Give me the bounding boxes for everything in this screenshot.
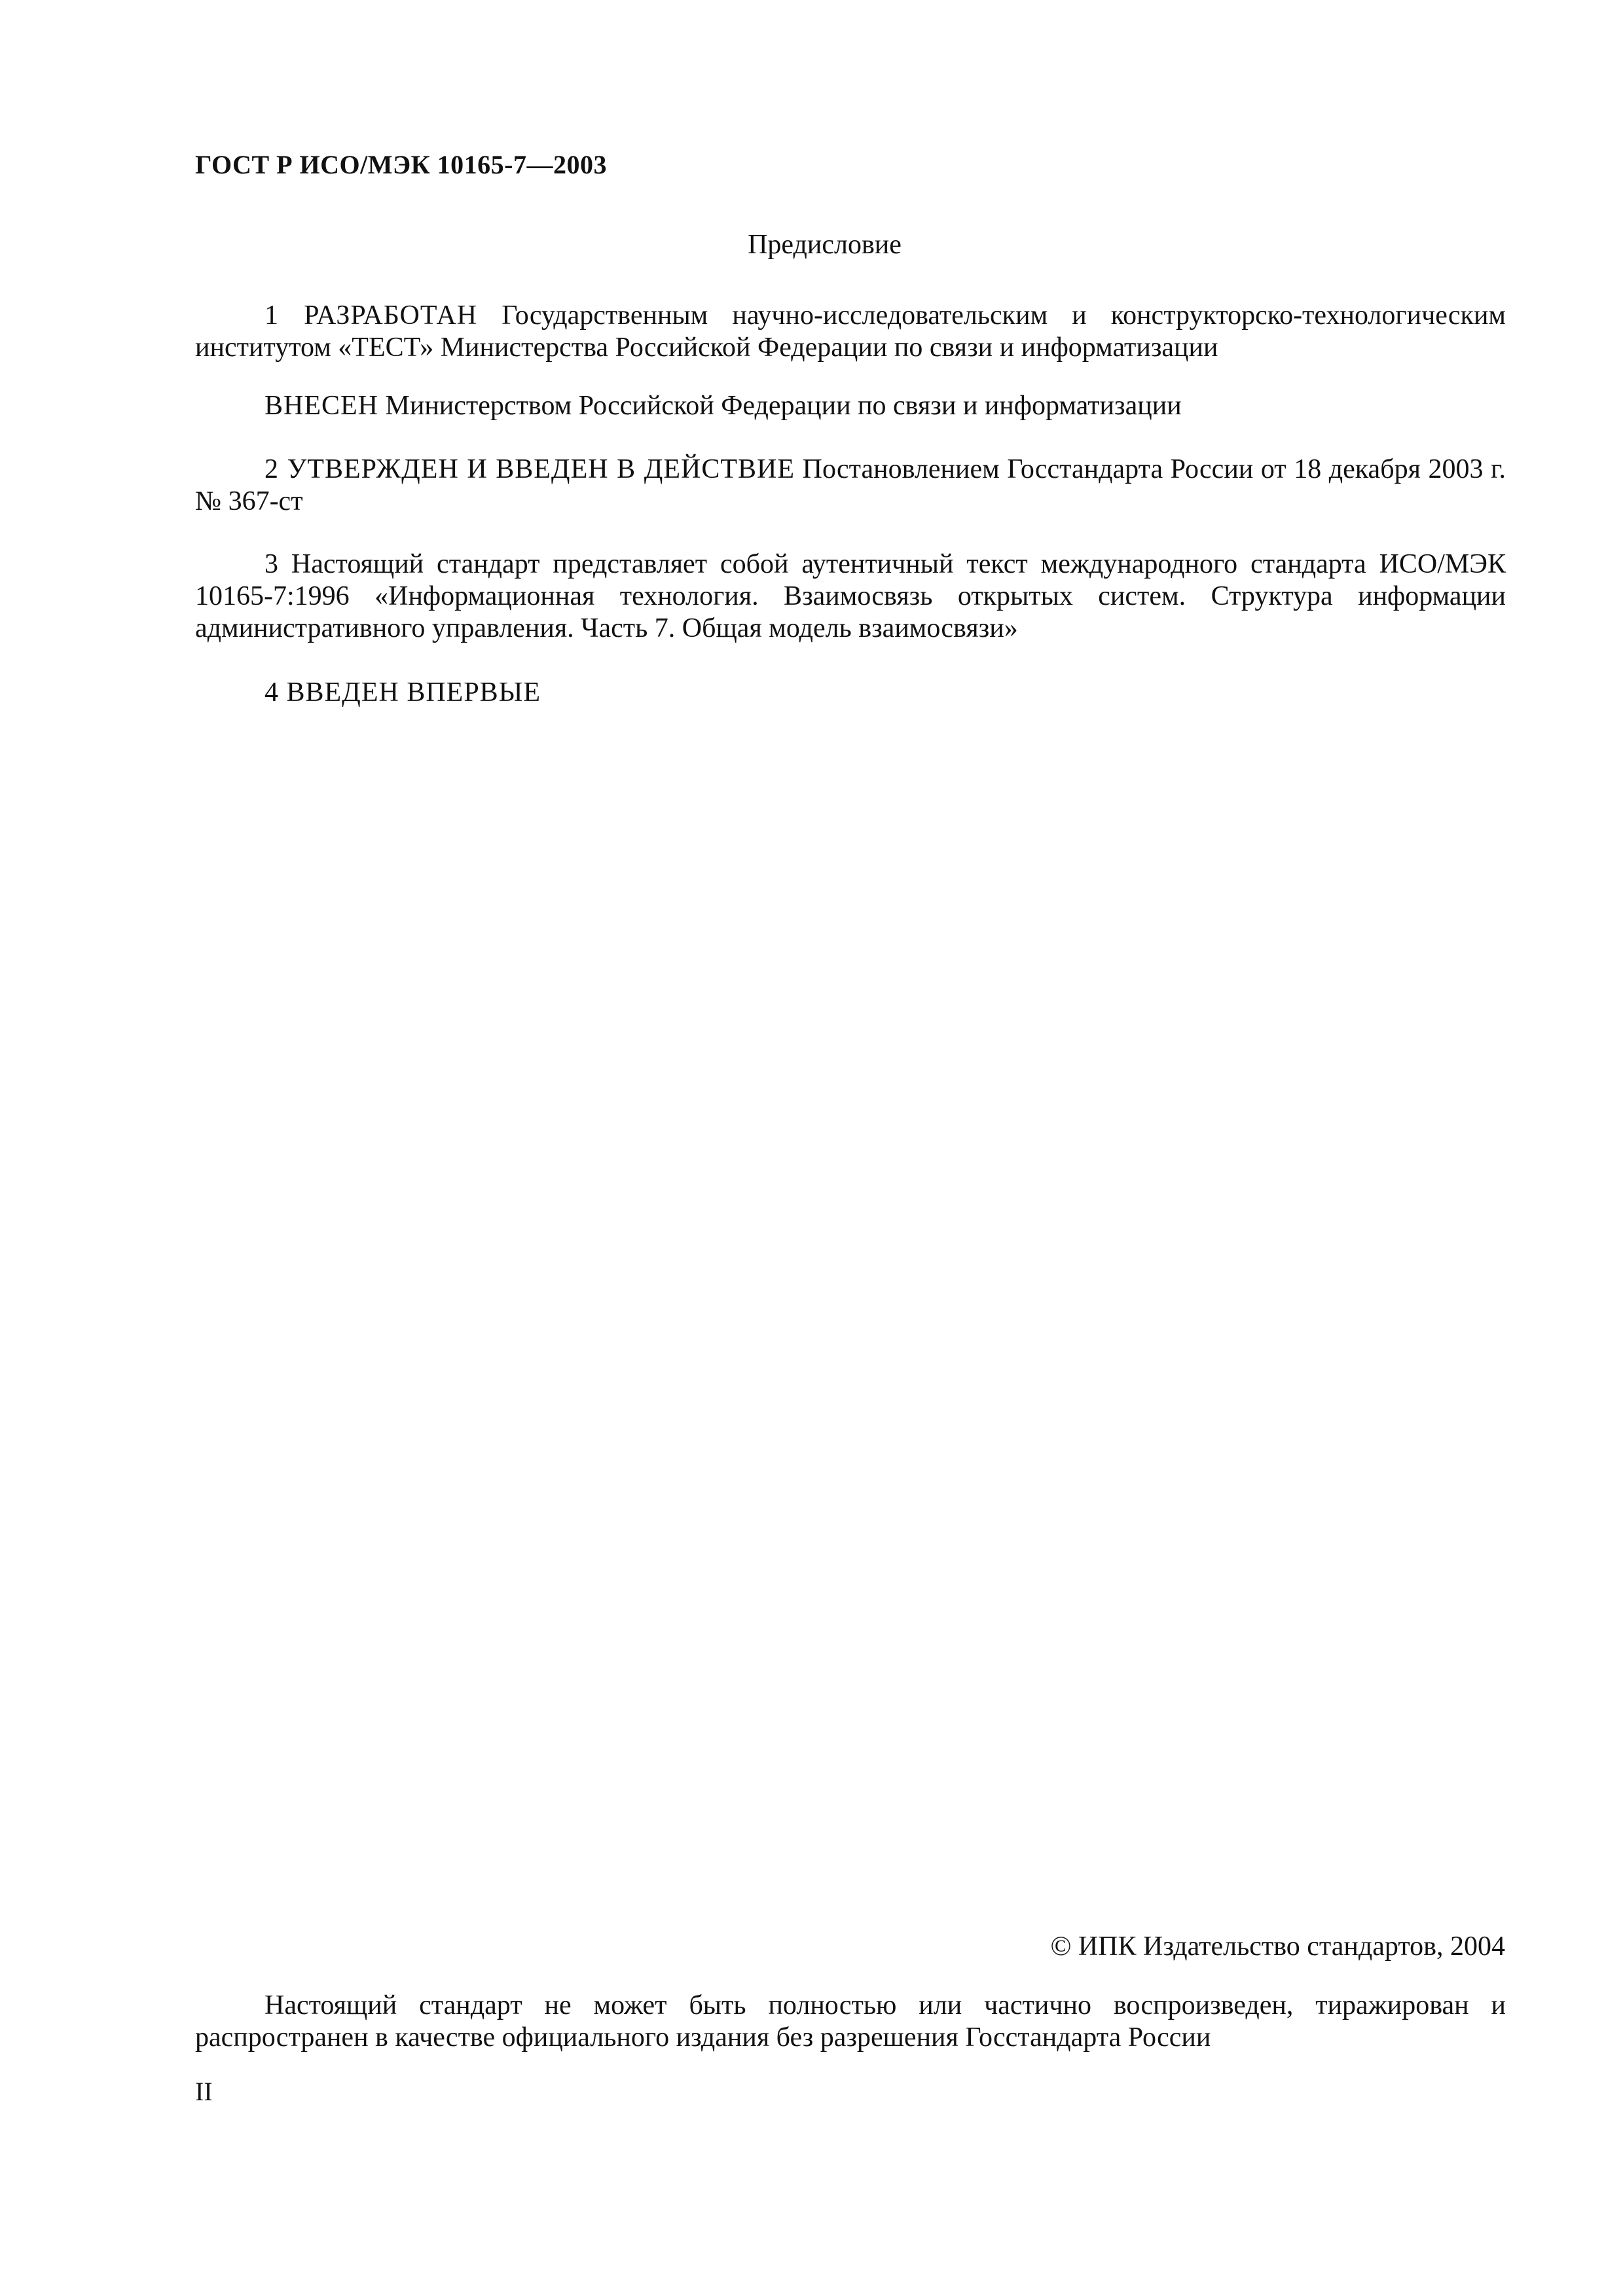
preface-paragraph-4	[195, 548, 1506, 645]
notice-text: Настоящий стандарт не может быть полностью или частично воспроизведен, тиражирован и распространен в качестве официального издания без разрешения Госстандарта России	[195, 1990, 1506, 2053]
paragraph-text: Постановлением Госстандарта России от 18 декабря 2003 г. № 367-ст	[195, 454, 1506, 516]
paragraph-lead: 4 ВВЕДЕН ВПЕРВЫЕ	[264, 677, 541, 708]
paragraph-lead: 3	[264, 549, 278, 579]
paragraph-text: Настоящий стандарт представляет собой аутентичный текст международного стандарта ИСО/МЭК 10165-7:1996 «Информационная технология. Взаимосвязь открытых систем. Структура информации административного управления. Часть 7. Общая модель взаимосвязи»	[195, 549, 1506, 643]
paragraph-lead: 2 УТВЕРЖДЕН И ВВЕДЕН В ДЕЙСТВИЕ	[264, 454, 795, 484]
paragraph-lead: ВНЕСЕН	[264, 391, 378, 421]
page-number: II	[195, 2077, 213, 2106]
copyright-line: © ИПК Издательство стандартов, 2004	[1050, 1931, 1505, 1962]
paragraph-text: Государственным научно-исследовательским и конструкторско-технологическим институтом «ТЕСТ» Министерства Российской Федерации по связи и информатизации	[195, 300, 1506, 363]
preface-paragraph-2	[195, 390, 1506, 422]
paragraph-text: Министерством Российской Федерации по связи и информатизации	[385, 391, 1182, 421]
paragraph-lead: 1 РАЗРАБОТАН	[264, 300, 478, 331]
preface-paragraph-1	[195, 300, 1506, 364]
preface-title: Предисловие	[748, 230, 902, 260]
preface-paragraph-5	[195, 677, 1506, 709]
preface-paragraph-3	[195, 454, 1506, 518]
reproduction-notice	[195, 1990, 1506, 2054]
document-code: ГОСТ Р ИСО/МЭК 10165-7—2003	[195, 150, 607, 179]
